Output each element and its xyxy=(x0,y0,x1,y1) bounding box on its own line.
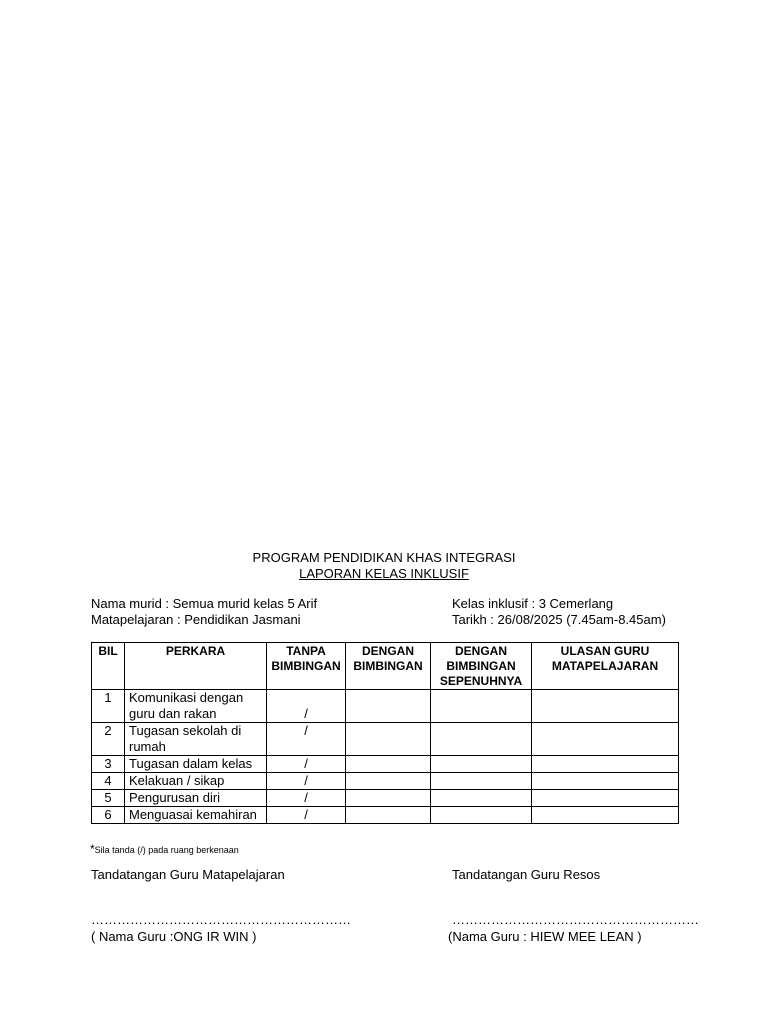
row-dengan-bimbingan xyxy=(346,807,431,824)
row-bil: 2 xyxy=(92,723,125,756)
row-bimbingan-sepenuhnya xyxy=(431,723,532,756)
row-tanpa-bimbingan: / xyxy=(267,807,346,824)
header-bil: BIL xyxy=(92,643,125,690)
table-row xyxy=(92,807,679,824)
row-bimbingan-sepenuhnya xyxy=(431,807,532,824)
row-perkara: Pengurusan diri xyxy=(125,790,267,807)
student-name: Nama murid : Semua murid kelas 5 Arif xyxy=(91,596,318,611)
row-perkara: Tugasan sekolah di rumah xyxy=(125,723,267,756)
header-dengan-bimbingan: DENGAN BIMBINGAN xyxy=(346,643,431,690)
row-bil: 4 xyxy=(92,773,125,790)
program-title: PROGRAM PENDIDIKAN KHAS INTEGRASI xyxy=(252,550,516,565)
report-title: LAPORAN KELAS INKLUSIF xyxy=(299,566,469,581)
header-bimbingan-sepenuhnya: DENGAN BIMBINGAN SEPENUHNYA xyxy=(431,643,532,690)
signature-label-subject-teacher: Tandatangan Guru Matapelajaran xyxy=(91,867,285,882)
row-dengan-bimbingan xyxy=(346,723,431,756)
row-bil: 5 xyxy=(92,790,125,807)
table-row xyxy=(92,723,679,756)
table-row xyxy=(92,790,679,807)
row-perkara: Komunikasi dengan guru dan rakan xyxy=(125,690,267,723)
table-header-row xyxy=(92,643,679,690)
row-bimbingan-sepenuhnya xyxy=(431,773,532,790)
table-row xyxy=(92,773,679,790)
table-row xyxy=(92,756,679,773)
row-ulasan xyxy=(532,773,679,790)
row-perkara: Menguasai kemahiran xyxy=(125,807,267,824)
instruction-note xyxy=(90,842,239,856)
row-ulasan xyxy=(532,790,679,807)
row-tanpa-bimbingan: / xyxy=(267,756,346,773)
row-dengan-bimbingan xyxy=(346,756,431,773)
header-tanpa-bimbingan: TANPA BIMBINGAN xyxy=(267,643,346,690)
row-ulasan xyxy=(532,756,679,773)
row-bimbingan-sepenuhnya xyxy=(431,756,532,773)
teacher-name-subject: ( Nama Guru :ONG IR WIN ) xyxy=(91,929,257,944)
row-perkara: Tugasan dalam kelas xyxy=(125,756,267,773)
row-dengan-bimbingan xyxy=(346,690,431,723)
row-ulasan xyxy=(532,723,679,756)
row-ulasan xyxy=(532,690,679,723)
row-tanpa-bimbingan: / xyxy=(267,723,346,756)
signature-label-resos-teacher: Tandatangan Guru Resos xyxy=(452,867,601,882)
row-ulasan xyxy=(532,807,679,824)
row-tanpa-bimbingan: / xyxy=(267,790,346,807)
row-tanpa-bimbingan: / xyxy=(267,773,346,790)
note-text: Sila tanda (/) pada ruang berkenaan xyxy=(94,845,239,855)
header-perkara: PERKARA xyxy=(125,643,267,690)
row-bimbingan-sepenuhnya xyxy=(431,790,532,807)
header-ulasan-guru: ULASAN GURU MATAPELAJARAN xyxy=(532,643,679,690)
note-asterisk: * xyxy=(90,842,95,856)
report-date: Tarikh : 26/08/2025 (7.45am-8.45am) xyxy=(452,612,666,627)
row-perkara: Kelakuan / sikap xyxy=(125,773,267,790)
row-bil: 1 xyxy=(92,690,125,723)
row-bil: 3 xyxy=(92,756,125,773)
teacher-name-resos: (Nama Guru : HIEW MEE LEAN ) xyxy=(448,929,642,944)
signature-line-subject-teacher: …………………………………………………… xyxy=(91,912,351,927)
row-bimbingan-sepenuhnya xyxy=(431,690,532,723)
signature-line-resos-teacher: ………………………………………………… xyxy=(452,912,699,927)
table-row xyxy=(92,690,679,723)
inclusive-class: Kelas inklusif : 3 Cemerlang xyxy=(452,596,614,611)
subject: Matapelajaran : Pendidikan Jasmani xyxy=(91,612,301,627)
row-tanpa-bimbingan: / xyxy=(267,690,346,723)
report-table xyxy=(91,642,679,824)
row-dengan-bimbingan xyxy=(346,773,431,790)
row-dengan-bimbingan xyxy=(346,790,431,807)
row-bil: 6 xyxy=(92,807,125,824)
